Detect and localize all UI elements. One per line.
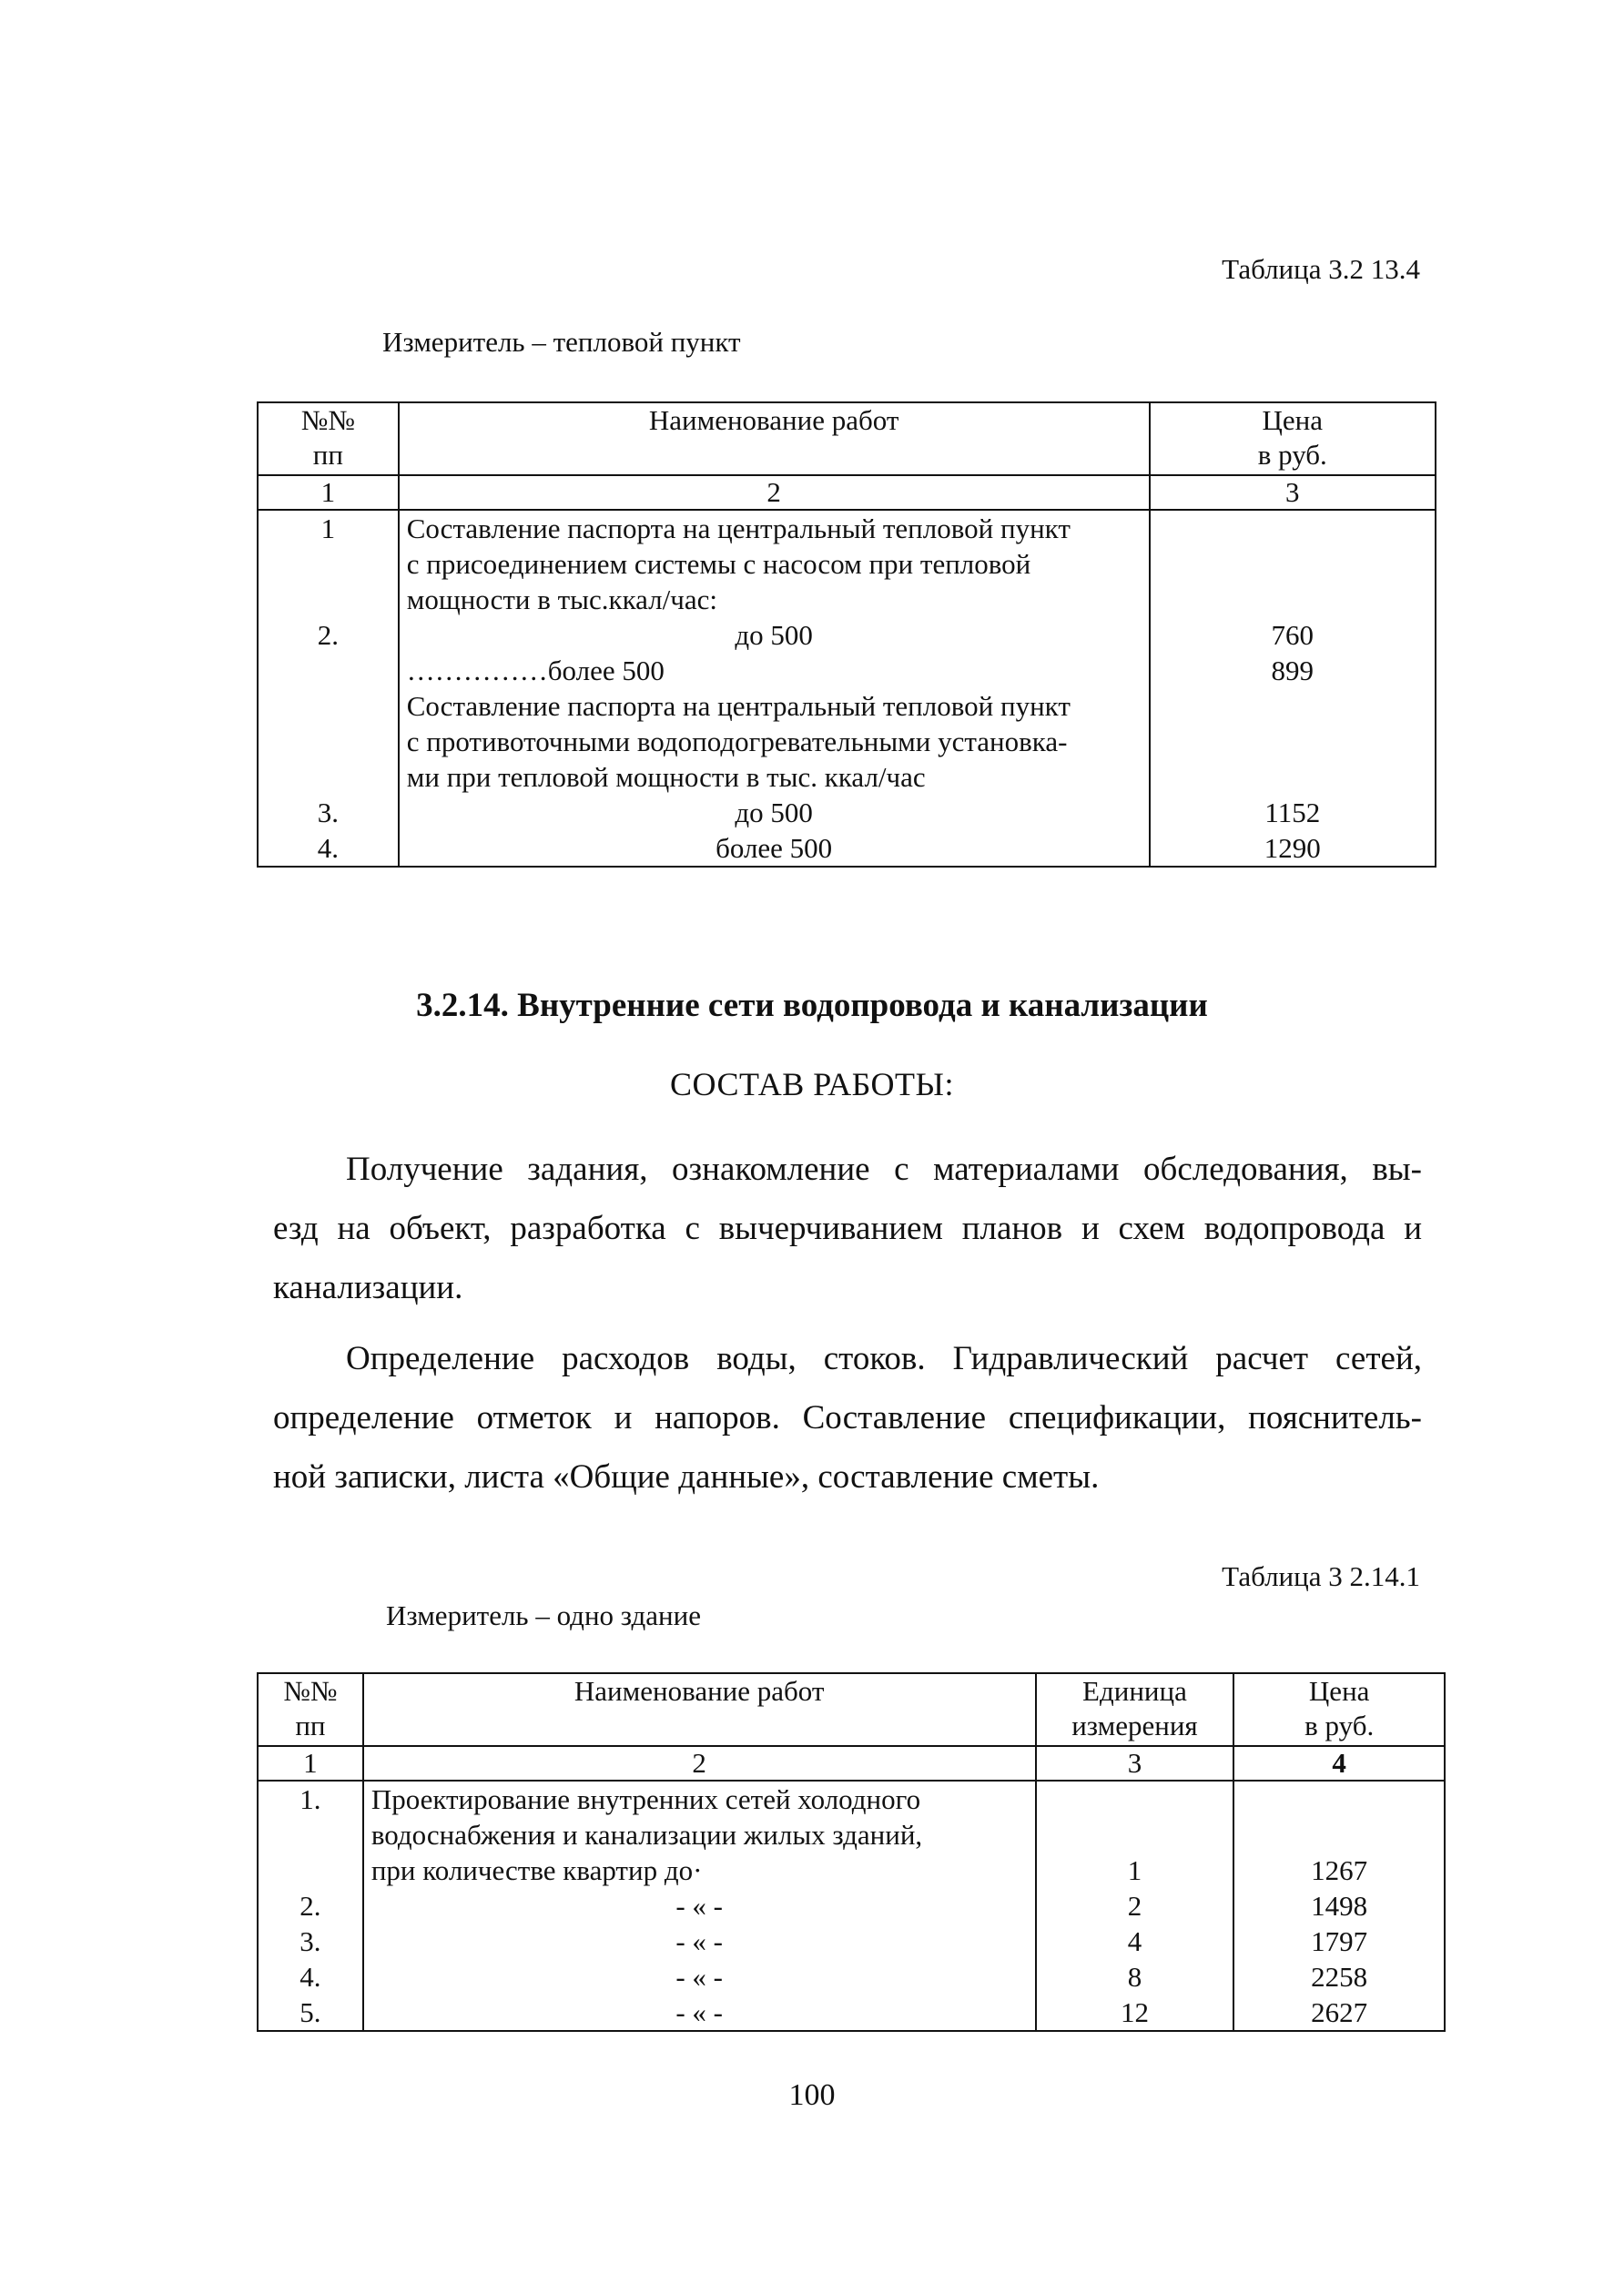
row-name: с присоединением системы с насосом при тепловой	[399, 546, 1150, 582]
table2-column-numbers-row	[258, 1746, 1445, 1781]
row-unit: 1	[1036, 1853, 1234, 1888]
row-name: с противоточными водоподогревательными установка-	[399, 724, 1150, 759]
table1-header-price: Цена в руб.	[1150, 402, 1436, 475]
row-price	[1150, 582, 1436, 617]
table-row	[258, 759, 1436, 795]
row-unit: 8	[1036, 1959, 1234, 1995]
row-number: 3.	[258, 795, 399, 830]
table-row	[258, 582, 1436, 617]
section-title: 3.2.14. Внутренние сети водопровода и канализации	[416, 987, 1208, 1024]
paragraph-2-line-1: Определение расходов воды, стоков. Гидравлический расчет сетей,	[346, 1340, 1422, 1377]
row-name: Составление паспорта на центральный тепловой пункт	[399, 688, 1150, 724]
row-price: 1498	[1233, 1888, 1445, 1924]
row-number	[258, 653, 399, 688]
paragraph-1-line-3: канализации.	[273, 1269, 463, 1306]
row-number	[258, 759, 399, 795]
row-price: 899	[1150, 653, 1436, 688]
table2	[257, 1672, 1446, 2032]
row-number	[258, 1817, 363, 1853]
table1-colnum-1: 1	[258, 475, 399, 510]
row-price	[1150, 724, 1436, 759]
table2-measure: Измеритель – одно здание	[386, 1599, 701, 1631]
row-number	[258, 1853, 363, 1888]
paragraph-2-line-2: определение отметок и напоров. Составление спецификации, пояснитель-	[273, 1399, 1422, 1436]
table-row	[258, 653, 1436, 688]
row-price: 2258	[1233, 1959, 1445, 1995]
row-price	[1150, 546, 1436, 582]
table1-caption: Таблица 3.2 13.4	[1222, 253, 1420, 285]
paragraph-2-line-3: ной записки, листа «Общие данные», составление сметы.	[273, 1458, 1100, 1496]
table-row	[258, 1924, 1445, 1959]
row-price: 760	[1150, 617, 1436, 653]
row-name: до 500	[399, 795, 1150, 830]
paragraph-1	[273, 1140, 1422, 1317]
paragraph-1-line-2: езд на объект, разработка с вычерчиванием планов и схем водопровода и	[273, 1210, 1422, 1247]
table-row	[258, 546, 1436, 582]
row-unit	[1036, 1817, 1234, 1853]
row-number: 2.	[258, 1888, 363, 1924]
table1	[257, 401, 1436, 868]
table2-colnum-2: 2	[363, 1746, 1036, 1781]
table-row	[258, 688, 1436, 724]
row-number	[258, 582, 399, 617]
row-name: более 500	[399, 830, 1150, 867]
row-name: ми при тепловой мощности в тыс. ккал/час	[399, 759, 1150, 795]
row-number	[258, 688, 399, 724]
row-number: 2.	[258, 617, 399, 653]
table-row	[258, 724, 1436, 759]
row-name: ……………более 500	[399, 653, 1150, 688]
table2-colnum-3: 3	[1036, 1746, 1234, 1781]
table2-colnum-1: 1	[258, 1746, 363, 1781]
section-subtitle: СОСТАВ РАБОТЫ:	[670, 1066, 954, 1102]
table2-header-unit: Единица измерения	[1036, 1673, 1234, 1746]
table-row	[258, 795, 1436, 830]
table-row	[258, 1959, 1445, 1995]
table2-header-row	[258, 1673, 1445, 1746]
row-unit: 4	[1036, 1924, 1234, 1959]
table1-column-numbers-row	[258, 475, 1436, 510]
row-number: 5.	[258, 1995, 363, 2031]
table2-header-price: Цена в руб.	[1233, 1673, 1445, 1746]
row-name: мощности в тыс.ккал/час:	[399, 582, 1150, 617]
table-row	[258, 1781, 1445, 1817]
row-name: - « -	[363, 1995, 1036, 2031]
row-price	[1150, 759, 1436, 795]
row-number	[258, 724, 399, 759]
row-price	[1150, 688, 1436, 724]
row-price: 1797	[1233, 1924, 1445, 1959]
table2-header-name: Наименование работ	[363, 1673, 1036, 1746]
row-unit: 2	[1036, 1888, 1234, 1924]
table-row	[258, 830, 1436, 867]
row-unit: 12	[1036, 1995, 1234, 2031]
row-number	[258, 546, 399, 582]
row-name: - « -	[363, 1959, 1036, 1995]
row-price: 1152	[1150, 795, 1436, 830]
row-price: 1267	[1233, 1853, 1445, 1888]
row-name: водоснабжения и канализации жилых зданий,	[363, 1817, 1036, 1853]
row-number: 4.	[258, 1959, 363, 1995]
paragraph-2	[273, 1329, 1422, 1507]
table1-header-row	[258, 402, 1436, 475]
row-number: 4.	[258, 830, 399, 867]
table2-caption: Таблица 3 2.14.1	[1222, 1560, 1420, 1592]
row-name: - « -	[363, 1888, 1036, 1924]
page-number: 100	[788, 2078, 836, 2112]
row-name: Проектирование внутренних сетей холодного	[363, 1781, 1036, 1817]
row-price: 1290	[1150, 830, 1436, 867]
table1-colnum-3: 3	[1150, 475, 1436, 510]
row-number: 1	[258, 510, 399, 546]
row-unit	[1036, 1781, 1234, 1817]
table1-header-number: №№ пп	[258, 402, 399, 475]
table2-colnum-4: 4	[1233, 1746, 1445, 1781]
row-price	[1233, 1781, 1445, 1817]
row-name: до 500	[399, 617, 1150, 653]
row-price	[1233, 1817, 1445, 1853]
table-row	[258, 1888, 1445, 1924]
table-row	[258, 617, 1436, 653]
row-name: Составление паспорта на центральный тепловой пункт	[399, 510, 1150, 546]
table-row	[258, 510, 1436, 546]
table-row	[258, 1853, 1445, 1888]
table2-header-number: №№ пп	[258, 1673, 363, 1746]
row-name: при количестве квартир до·	[363, 1853, 1036, 1888]
row-price	[1150, 510, 1436, 546]
table1-header-name: Наименование работ	[399, 402, 1150, 475]
table1-measure: Измеритель – тепловой пункт	[382, 326, 741, 358]
row-number: 3.	[258, 1924, 363, 1959]
row-number: 1.	[258, 1781, 363, 1817]
row-name: - « -	[363, 1924, 1036, 1959]
paragraph-1-line-1: Получение задания, ознакомление с материалами обследования, вы-	[346, 1151, 1422, 1188]
table-row	[258, 1817, 1445, 1853]
row-price: 2627	[1233, 1995, 1445, 2031]
table-row	[258, 1995, 1445, 2031]
table1-colnum-2: 2	[399, 475, 1150, 510]
